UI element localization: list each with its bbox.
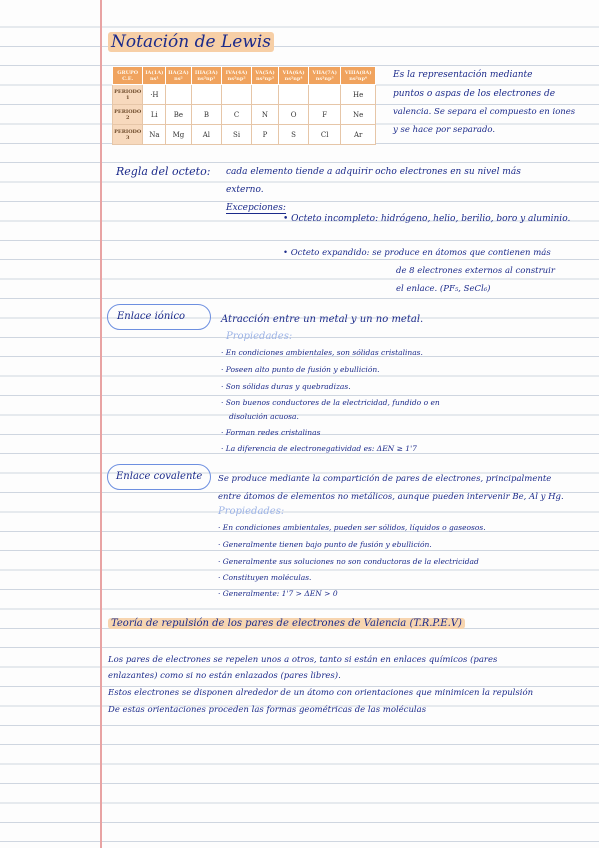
table-cell: PERIODO 3 [113,125,143,145]
page-title: Notación de Lewis [108,32,274,52]
notebook-margin-line [100,0,102,848]
trpev-title: Teoría de repulsión de los pares de electrones de Valencia (T.R.P.E.V) [108,618,465,629]
covalent-bond-def: Se produce mediante la compartición de pares de electrones, principalmente [218,474,552,484]
covalent-prop: · Generalmente: 1'7 > ΔEN > 0 [218,589,338,598]
table-cell [222,85,252,105]
covalent-bond-def: entre átomos de elementos no metálicos, aunque pueden intervenir Be, Al y Hg. [218,492,564,502]
octeto-line: externo. [226,185,264,195]
ionic-prop: · Poseen alto punto de fusión y ebullición. [221,365,380,374]
table-cell: Ar [341,125,376,145]
table-header-cell: IVA(4A) ns²np² [222,67,252,85]
ionic-prop: · Son sólidas duras y quebradizas. [221,382,351,391]
table-cell: B [191,105,222,125]
ionic-bond-def: Atracción entre un metal y un no metal. [221,314,424,325]
ionic-prop: · En condiciones ambientales, son sólidas cristalinas. [221,348,423,357]
table-cell: PERIODO 2 [113,105,143,125]
ionic-bond-label: Enlace iónico [117,311,186,322]
ionic-prop: · Son buenos conductores de la electricidad, fundido o en [221,398,440,407]
exceptions-label: Excepciones: [226,203,286,213]
ionic-prop: · La diferencia de electronegatividad es: ΔEN ≥ 1'7 [221,444,417,453]
table-cell: Be [166,105,191,125]
table-cell [251,85,278,105]
table-cell: N [251,105,278,125]
table-cell: Mg [166,125,191,145]
ionic-prop: · Forman redes cristalinas [221,428,321,437]
covalent-props-label: Propiedades: [218,506,285,517]
trpev-line: Los pares de electrones se repelen unos a otros, tanto si están en enlaces químicos (pares [108,655,498,665]
table-header-cell: VA(5A) ns²np³ [251,67,278,85]
table-cell: Si [222,125,252,145]
table-cell: Cl [309,125,341,145]
table-header-cell: IA(1A) ns¹ [143,67,166,85]
table-cell: Li [143,105,166,125]
table-cell: PERIODO 1 [113,85,143,105]
octeto-bullet: • Octeto expandido: se produce en átomos que contienen más [283,248,551,258]
ionic-prop: disolución acuosa. [229,412,299,421]
lewis-desc-line: valencia. Se separa el compuesto en iones [393,107,576,117]
table-cell: P [251,125,278,145]
table-header-row [113,67,376,85]
covalent-prop: · En condiciones ambientales, pueden ser sólidos, líquidos o gaseosos. [218,523,486,532]
table-header-cell: IIIA(3A) ns²np¹ [191,67,222,85]
table-row [113,85,376,105]
covalent-prop: · Generalmente sus soluciones no son conductoras de la electricidad [218,557,479,566]
table-cell [191,85,222,105]
trpev-line: enlazantes) como si no están enlazados (pares libres). [108,671,341,681]
table-cell: O [279,105,309,125]
covalent-prop: · Constituyen moléculas. [218,573,312,582]
table-cell: ·H [143,85,166,105]
table-header-cell: GRUPO C.E. [113,67,143,85]
table-cell: Ne [341,105,376,125]
table-cell [279,85,309,105]
lewis-desc-line: y se hace por separado. [393,125,496,135]
lewis-desc-line: puntos o aspas de los electrones de [393,89,556,99]
table-cell: S [279,125,309,145]
table-cell: C [222,105,252,125]
octeto-line: cada elemento tiende a adquirir ocho electrones en su nivel más [226,167,521,177]
lewis-desc-line: Es la representación mediante [393,70,533,80]
table-cell [166,85,191,105]
table-cell: He [341,85,376,105]
octeto-bullet: • Octeto incompleto: hidrógeno, helio, berilio, boro y aluminio. [283,214,571,224]
table-header-cell: VIIA(7A) ns²np⁵ [309,67,341,85]
trpev-line: De estas orientaciones proceden las formas geométricas de las moléculas [108,705,427,715]
ionic-props-label: Propiedades: [226,331,293,342]
covalent-bond-label: Enlace covalente [116,471,203,482]
trpev-line: Estos electrones se disponen alrededor de un átomo con orientaciones que minimicen la repulsión [108,688,534,698]
table-header-cell: VIIIA(8A) ns²np⁶ [341,67,376,85]
table-header-cell: IIA(2A) ns² [166,67,191,85]
table-cell: Al [191,125,222,145]
octeto-bullet: de 8 electrones externos al construir [396,266,555,276]
table-cell: F [309,105,341,125]
table-cell [309,85,341,105]
octeto-bullet: el enlace. (PF₅, SeCl₆) [396,284,491,294]
octeto-label: Regla del octeto: [116,165,211,178]
table-row [113,105,376,125]
table-row [113,125,376,145]
table-header-cell: VIA(6A) ns²np⁴ [279,67,309,85]
covalent-prop: · Generalmente tienen bajo punto de fusión y ebullición. [218,540,432,549]
table-cell: Na [143,125,166,145]
lewis-table [112,66,376,145]
